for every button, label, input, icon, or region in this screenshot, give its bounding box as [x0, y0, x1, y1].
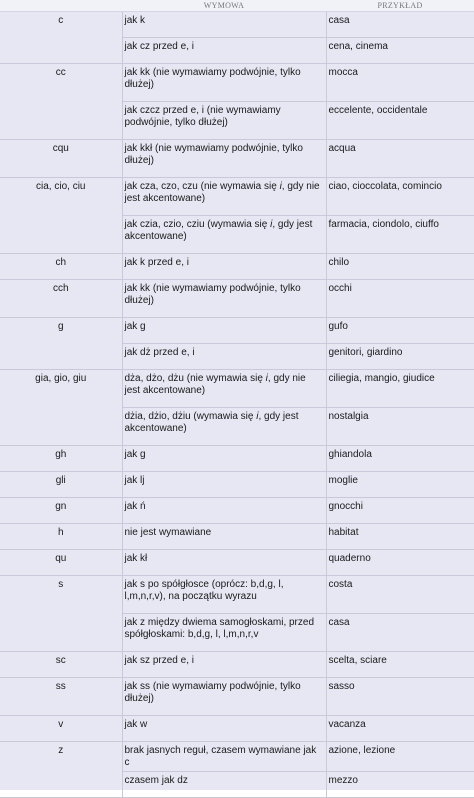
table-row [0, 716, 474, 742]
table-row [0, 318, 474, 344]
letter-cell: ss [0, 678, 122, 716]
example-cell: gnocchi [326, 498, 474, 524]
pronunciation-cell: jak z między dwiema samogłoskami, przed spółgłoskami: b,d,g, l, l,m,n,r,v [122, 614, 326, 652]
table-row [0, 652, 474, 678]
table-row [0, 446, 474, 472]
table-row [0, 498, 474, 524]
example-cell: genitori, giardino [326, 344, 474, 370]
example-cell: moglie [326, 472, 474, 498]
letter-cell: s [0, 576, 122, 652]
example-cell: habitat [326, 524, 474, 550]
pronunciation-text: , gdy nie jest akcentowane) [124, 373, 306, 396]
table-row [0, 678, 474, 716]
example-cell: chilo [326, 254, 474, 280]
example-cell: mocca [326, 64, 474, 102]
letter-cell: h [0, 524, 122, 550]
letter-cell: gia, gio, giu [0, 370, 122, 446]
pronunciation-cell [122, 370, 326, 408]
example-cell: acqua [326, 140, 474, 178]
example-cell: casa [326, 614, 474, 652]
example-cell: gufo [326, 318, 474, 344]
pronunciation-cell: jak g [122, 446, 326, 472]
table-row [0, 64, 474, 102]
table-row [0, 370, 474, 408]
example-cell: costa [326, 576, 474, 614]
example-cell: scelta, sciare [326, 652, 474, 678]
pronunciation-italic-letter: i [279, 181, 282, 192]
example-cell: eccelente, occidentale [326, 102, 474, 140]
letter-cell: gn [0, 498, 122, 524]
pronunciation-cell: jak kł [122, 550, 326, 576]
letter-cell: cqu [0, 140, 122, 178]
example-cell: ciliegia, mangio, giudice [326, 370, 474, 408]
pronunciation-text: , gdy jest akcentowane) [124, 411, 299, 434]
pronunciation-cell: jak g [122, 318, 326, 344]
letter-cell: sc [0, 652, 122, 678]
example-cell: ghiandola [326, 446, 474, 472]
pronunciation-cell [122, 178, 326, 216]
pronunciation-text: , gdy nie jest akcentowane) [124, 181, 320, 204]
pronunciation-cell: jak kk (nie wymawiamy podwójnie, tylko dłużej) [122, 64, 326, 102]
table-row [0, 472, 474, 498]
table-row [0, 576, 474, 614]
pronunciation-cell: jak s po spółgłosce (oprócz: b,d,g, l, l,m,n,r,v), na początku wyrazu [122, 576, 326, 614]
pronunciation-cell: jak czcz przed e, i (nie wymawiamy podwójnie, tylko dłużej) [122, 102, 326, 140]
pronunciation-italic-letter: i [256, 411, 259, 422]
letter-cell: gli [0, 472, 122, 498]
header-row [0, 0, 474, 12]
letter-cell: ch [0, 254, 122, 280]
table-row [0, 742, 474, 772]
letter-cell: gh [0, 446, 122, 472]
example-cell: cena, cinema [326, 38, 474, 64]
example-cell: occhi [326, 280, 474, 318]
example-cell: nostalgia [326, 408, 474, 446]
pronunciation-cell: jak ń [122, 498, 326, 524]
pronunciation-text: , gdy jest akcentowane) [124, 219, 313, 242]
pronunciation-cell [122, 408, 326, 446]
letter-cell: cc [0, 64, 122, 140]
example-cell: sasso [326, 678, 474, 716]
table-row [0, 550, 474, 576]
letter-cell: z [0, 742, 122, 798]
pronunciation-cell [122, 216, 326, 254]
pronunciation-cell: jak k przed e, i [122, 254, 326, 280]
example-cell: ciao, cioccolata, comincio [326, 178, 474, 216]
pronunciation-cell: jak kk (nie wymawiamy podwójnie, tylko dłużej) [122, 280, 326, 318]
pronunciation-italic-letter: i [265, 373, 268, 384]
example-cell: mezzo [326, 772, 474, 798]
table-row [0, 12, 474, 38]
letter-cell: v [0, 716, 122, 742]
example-cell: casa [326, 12, 474, 38]
pronunciation-cell: jak lj [122, 472, 326, 498]
example-cell: azione, lezione [326, 742, 474, 772]
table-row [0, 178, 474, 216]
example-cell: quaderno [326, 550, 474, 576]
pronunciation-text: jak cza, czo, czu (nie wymawia się [124, 181, 280, 192]
letter-cell: cch [0, 280, 122, 318]
pronunciation-cell: jak ss (nie wymawiamy podwójnie, tylko dłużej) [122, 678, 326, 716]
pronunciation-cell: jak cz przed e, i [122, 38, 326, 64]
table-row [0, 254, 474, 280]
table-row [0, 140, 474, 178]
table-row [0, 524, 474, 550]
pronunciation-cell: jak sz przed e, i [122, 652, 326, 678]
pronunciation-text: jak czia, czio, cziu (wymawia się [124, 219, 271, 230]
pronunciation-cell: brak jasnych reguł, czasem wymawiane jak c [122, 742, 326, 772]
table-row [0, 280, 474, 318]
letter-cell: c [0, 12, 122, 64]
header-pronunciation: WYMOWA [122, 0, 326, 12]
pronunciation-cell: nie jest wymawiane [122, 524, 326, 550]
pronunciation-text: dża, dżo, dżu (nie wymawia się [124, 373, 266, 384]
pronunciation-cell: jak w [122, 716, 326, 742]
letter-cell: qu [0, 550, 122, 576]
header-letters [0, 0, 122, 12]
pronunciation-cell: jak k [122, 12, 326, 38]
header-example: PRZYKŁAD [326, 0, 474, 12]
letter-cell: cia, cio, ciu [0, 178, 122, 254]
example-cell: vacanza [326, 716, 474, 742]
pronunciation-cell: czasem jak dz [122, 772, 326, 798]
letter-cell: g [0, 318, 122, 370]
pronunciation-cell: jak kkł (nie wymawiamy podwójnie, tylko dłużej) [122, 140, 326, 178]
pronunciation-italic-letter: i [270, 219, 273, 230]
pronunciation-text: dżia, dżio, dżiu (wymawia się [124, 411, 257, 422]
example-cell: farmacia, ciondolo, ciuffo [326, 216, 474, 254]
pronunciation-cell: jak dż przed e, i [122, 344, 326, 370]
